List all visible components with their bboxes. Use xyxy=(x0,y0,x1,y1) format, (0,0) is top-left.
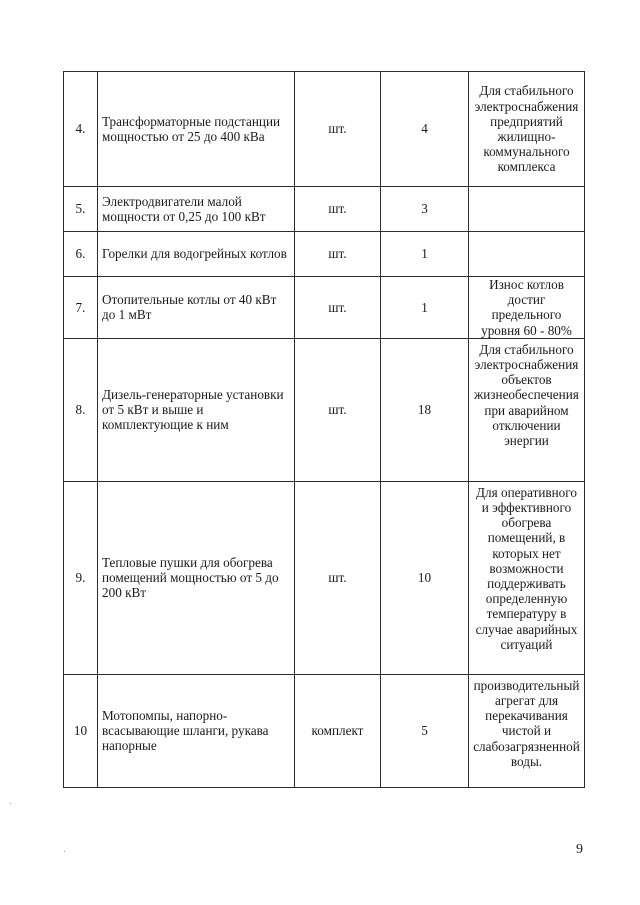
item-note: производительный агрегат для перекачивания чистой и слабозагрязненной воды. xyxy=(469,674,585,787)
item-quantity: 3 xyxy=(381,187,469,232)
item-note: Для оперативного и эффективного обогрева помещений, в которых нет возможности поддерживать определенную температуру в случае аварийных ситуаций xyxy=(469,481,585,674)
item-name: Дизель-генераторные установки от 5 кВт и выше и комплектующие к ним xyxy=(98,338,295,481)
item-unit: комплект xyxy=(295,674,381,787)
item-unit: шт. xyxy=(295,338,381,481)
item-name: Электродвигатели малой мощности от 0,25 до 100 кВт xyxy=(98,187,295,232)
scan-speck xyxy=(10,803,11,804)
table-row xyxy=(64,674,585,787)
item-quantity: 18 xyxy=(381,338,469,481)
item-name: Тепловые пушки для обогрева помещений мощностью от 5 до 200 кВт xyxy=(98,481,295,674)
item-unit: шт. xyxy=(295,187,381,232)
item-quantity: 10 xyxy=(381,481,469,674)
table-row xyxy=(64,187,585,232)
row-number: 6. xyxy=(64,232,98,277)
item-name: Горелки для водогрейных котлов xyxy=(98,232,295,277)
item-note: Для стабильного электроснабжения предприятий жилищно-коммунального комплекса xyxy=(469,72,585,187)
item-quantity: 5 xyxy=(381,674,469,787)
table-row xyxy=(64,481,585,674)
item-note: Износ котлов достиг предельного уровня 60 - 80% xyxy=(469,277,585,339)
table-row xyxy=(64,277,585,339)
item-note xyxy=(469,232,585,277)
item-unit: шт. xyxy=(295,232,381,277)
item-name: Мотопомпы, напорно-всасывающие шланги, рукава напорные xyxy=(98,674,295,787)
item-name: Отопительные котлы от 40 кВт до 1 мВт xyxy=(98,277,295,339)
row-number: 5. xyxy=(64,187,98,232)
item-unit: шт. xyxy=(295,277,381,339)
item-note: Для стабильного электроснабжения объектов жизнеобеспечения при аварийном отключении энергии xyxy=(469,338,585,481)
item-name: Трансформаторные подстанции мощностью от 25 до 400 кВа xyxy=(98,72,295,187)
item-quantity: 4 xyxy=(381,72,469,187)
item-quantity: 1 xyxy=(381,232,469,277)
equipment-table xyxy=(63,71,585,788)
item-unit: шт. xyxy=(295,72,381,187)
row-number: 10 xyxy=(64,674,98,787)
item-note xyxy=(469,187,585,232)
page-number: 9 xyxy=(576,842,583,857)
scan-speck xyxy=(64,851,65,852)
table-row xyxy=(64,232,585,277)
table-row xyxy=(64,72,585,187)
table-row xyxy=(64,338,585,481)
item-quantity: 1 xyxy=(381,277,469,339)
row-number: 7. xyxy=(64,277,98,339)
row-number: 9. xyxy=(64,481,98,674)
row-number: 4. xyxy=(64,72,98,187)
item-unit: шт. xyxy=(295,481,381,674)
row-number: 8. xyxy=(64,338,98,481)
